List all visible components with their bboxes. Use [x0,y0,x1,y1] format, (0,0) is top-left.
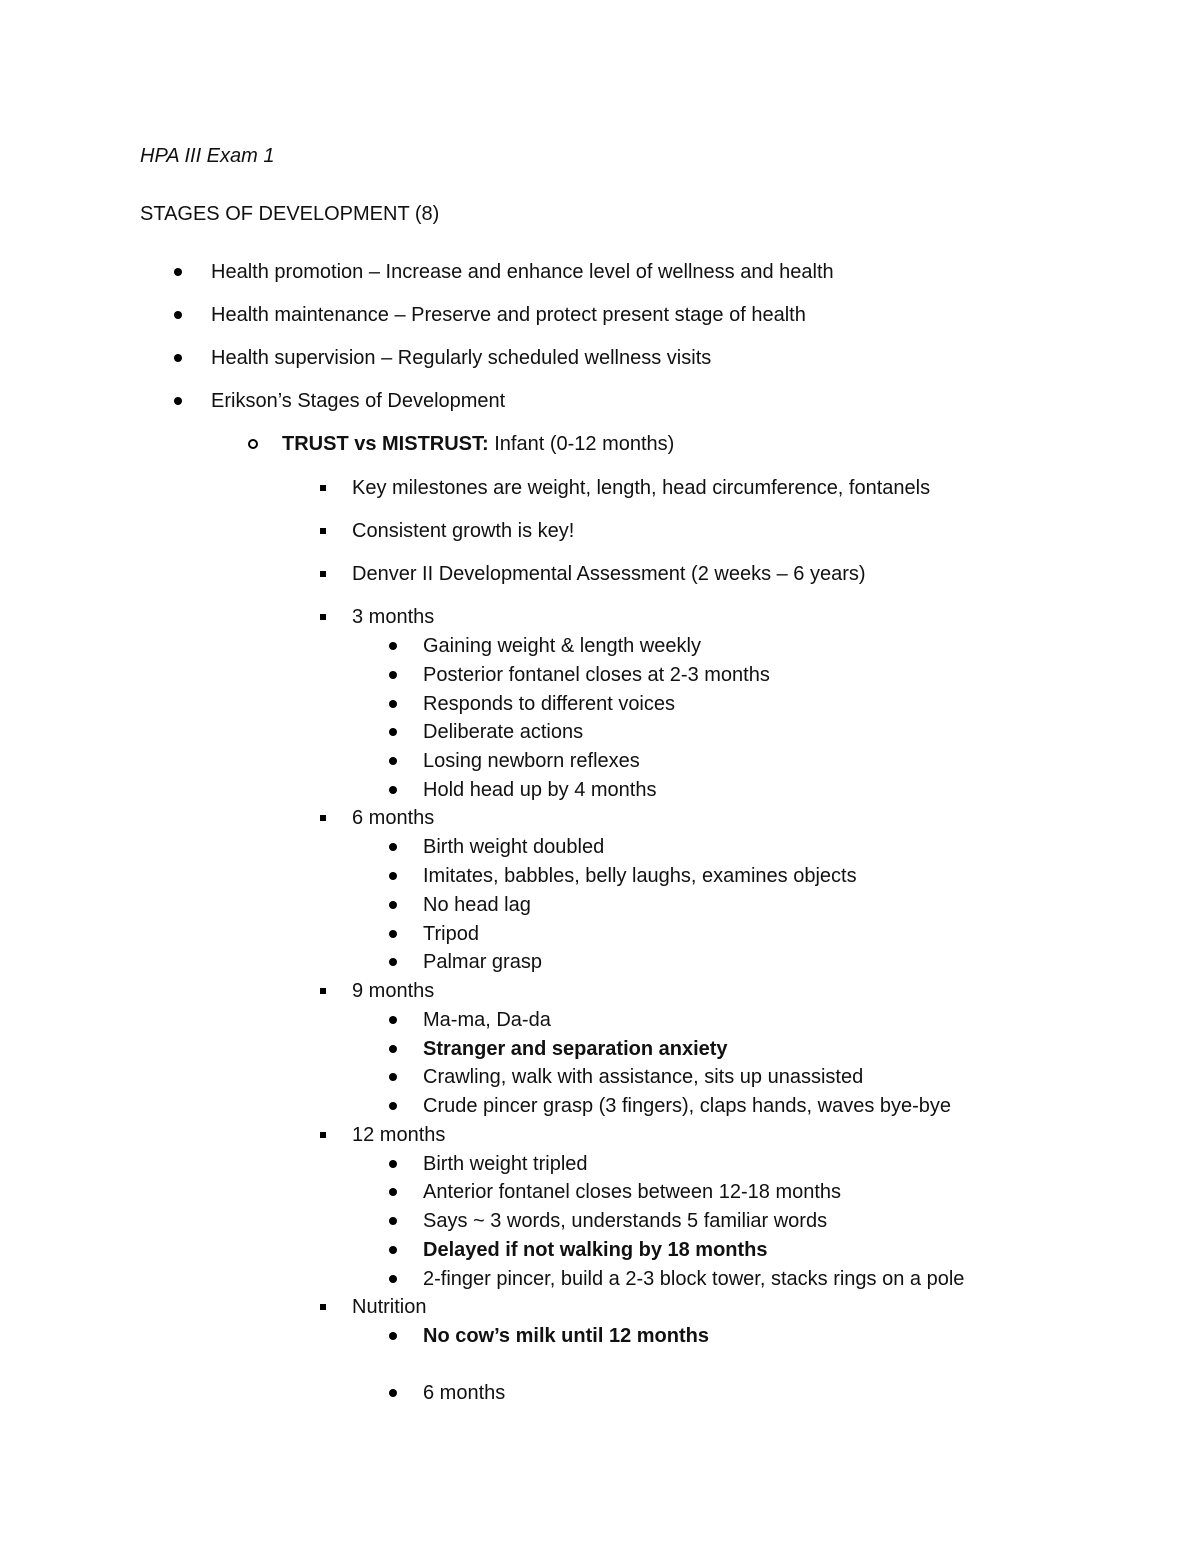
list-item-text: 6 months [423,1382,506,1404]
bullet-disc-icon [389,901,397,909]
list-item [352,561,866,587]
bullet-disc-icon [389,1246,397,1254]
list-item [423,662,770,688]
list-item [423,949,542,975]
list-item [423,863,857,889]
bullet-square-icon [320,1132,326,1138]
list-item [423,1151,588,1177]
bullet-disc-icon [389,1102,397,1110]
section-heading: STAGES OF DEVELOPMENT (8) [140,203,440,225]
list-item [423,719,583,745]
list-item-text: 9 months [352,980,435,1002]
list-item [211,259,834,285]
list-item-text: Crawling, walk with assistance, sits up unassisted [423,1066,864,1088]
bullet-circle-icon [248,439,258,449]
list-item-text: 12 months [352,1124,446,1146]
bullet-disc-icon [389,1160,397,1168]
list-item [423,1323,709,1349]
list-item [211,388,505,414]
list-item [423,633,701,659]
list-item [211,345,711,371]
list-item-text: Hold head up by 4 months [423,779,657,801]
list-item-text: Health promotion – Increase and enhance level of wellness and health [211,261,834,283]
list-item-text: No head lag [423,894,531,916]
list-item-text: Crude pincer grasp (3 fingers), claps hands, waves bye-bye [423,1095,952,1117]
list-item-text: Says ~ 3 words, understands 5 familiar words [423,1210,828,1232]
list-item-text: Ma-ma, Da-da [423,1009,551,1031]
list-item [423,1266,964,1292]
bullet-disc-icon [389,872,397,880]
list-item [423,921,479,947]
list-item-text: Tripod [423,923,479,945]
list-item [423,1237,768,1263]
list-item [423,691,675,717]
list-item-text: Gaining weight & length weekly [423,635,701,657]
list-item-bold-text: Stranger and separation anxiety [423,1038,728,1060]
bullet-disc-icon [389,1188,397,1196]
bullet-disc-icon [389,930,397,938]
bullet-disc-icon [174,397,182,405]
bullet-disc-icon [174,268,182,276]
list-item-bold-text: No cow’s milk until 12 months [423,1325,709,1347]
bullet-disc-icon [389,1073,397,1081]
list-item [352,604,434,630]
list-item [423,748,640,774]
list-item [352,978,434,1004]
list-item-text: Key milestones are weight, length, head circumference, fontanels [352,477,931,499]
list-item-bold-text: Delayed if not walking by 18 months [423,1239,768,1261]
list-item-text: Nutrition [352,1296,427,1318]
list-item [423,1036,728,1062]
list-item [423,1064,863,1090]
list-item-bold-text: TRUST vs MISTRUST: [282,433,489,455]
list-item-text: Birth weight tripled [423,1153,588,1175]
list-item [352,1294,426,1320]
list-item [423,1007,551,1033]
bullet-disc-icon [389,1389,397,1397]
bullet-disc-icon [389,958,397,966]
bullet-disc-icon [389,642,397,650]
bullet-square-icon [320,988,326,994]
list-item [211,302,806,328]
bullet-disc-icon [389,1332,397,1340]
list-item-text: Responds to different voices [423,693,676,715]
list-item-text: Denver II Developmental Assessment (2 weeks – 6 years) [352,563,866,585]
list-item-text: Anterior fontanel closes between 12-18 months [423,1181,842,1203]
bullet-square-icon [320,485,326,491]
bullet-disc-icon [389,1045,397,1053]
list-item-text: Health supervision – Regularly scheduled wellness visits [211,347,712,369]
bullet-disc-icon [389,1217,397,1225]
list-item-text: 3 months [352,606,435,628]
list-item [352,805,434,831]
bullet-square-icon [320,528,326,534]
list-item [282,431,674,457]
list-item [423,777,657,803]
list-item-text: Erikson’s Stages of Development [211,390,506,412]
bullet-square-icon [320,1304,326,1310]
bullet-disc-icon [389,1016,397,1024]
list-item [423,1093,951,1119]
list-item [423,892,531,918]
list-item-text: Consistent growth is key! [352,520,575,542]
list-item-text: Health maintenance – Preserve and protect present stage of health [211,304,806,326]
list-item-text: 2-finger pincer, build a 2-3 block tower, stacks rings on a pole [423,1268,965,1290]
list-item-text: Deliberate actions [423,721,584,743]
bullet-disc-icon [389,700,397,708]
bullet-disc-icon [174,311,182,319]
bullet-disc-icon [389,671,397,679]
list-item-text: Losing newborn reflexes [423,750,640,772]
bullet-square-icon [320,571,326,577]
list-item [352,475,930,501]
list-item [423,1380,505,1406]
list-item-text: Imitates, babbles, belly laughs, examines objects [423,865,857,887]
list-item [423,1179,841,1205]
bullet-square-icon [320,614,326,620]
list-item-text: 6 months [352,807,435,829]
document-title: HPA III Exam 1 [140,145,275,167]
list-item-text: Infant (0-12 months) [488,433,675,455]
bullet-disc-icon [389,728,397,736]
bullet-disc-icon [389,786,397,794]
bullet-square-icon [320,815,326,821]
list-item [423,834,604,860]
bullet-disc-icon [389,757,397,765]
bullet-disc-icon [389,1275,397,1283]
list-item-text: Palmar grasp [423,951,542,973]
bullet-disc-icon [174,354,182,362]
bullet-disc-icon [389,843,397,851]
list-item [352,1122,445,1148]
list-item [352,518,574,544]
list-item-text: Posterior fontanel closes at 2-3 months [423,664,770,686]
list-item [423,1208,827,1234]
list-item-text: Birth weight doubled [423,836,605,858]
